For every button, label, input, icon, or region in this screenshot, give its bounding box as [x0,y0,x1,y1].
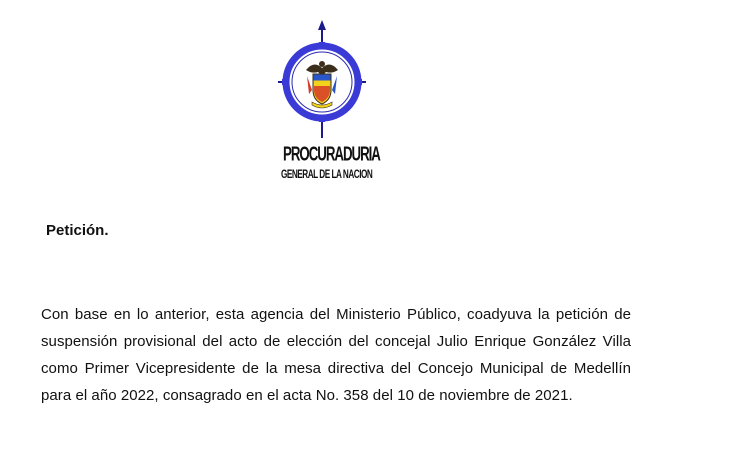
logo-title: PROCURADURIA [283,142,380,166]
colombia-coat-of-arms-compass-icon [276,20,368,142]
body-paragraph: Con base en lo anterior, esta agencia del Ministerio Público, coadyuva la petición de suspensión provisional del acto de elección del concejal Julio Enrique González Villa como Primer Vicepresidente de la mesa directiva del Concejo Municipal de Medellín para el año 2022, consagrado en el acta No. 358 del 10 de noviembre de 2021. [41,306,631,404]
logo-subtitle: GENERAL DE LA NACION [281,168,373,182]
section-heading: Petición. [46,222,109,239]
procuraduria-logo [272,20,380,182]
